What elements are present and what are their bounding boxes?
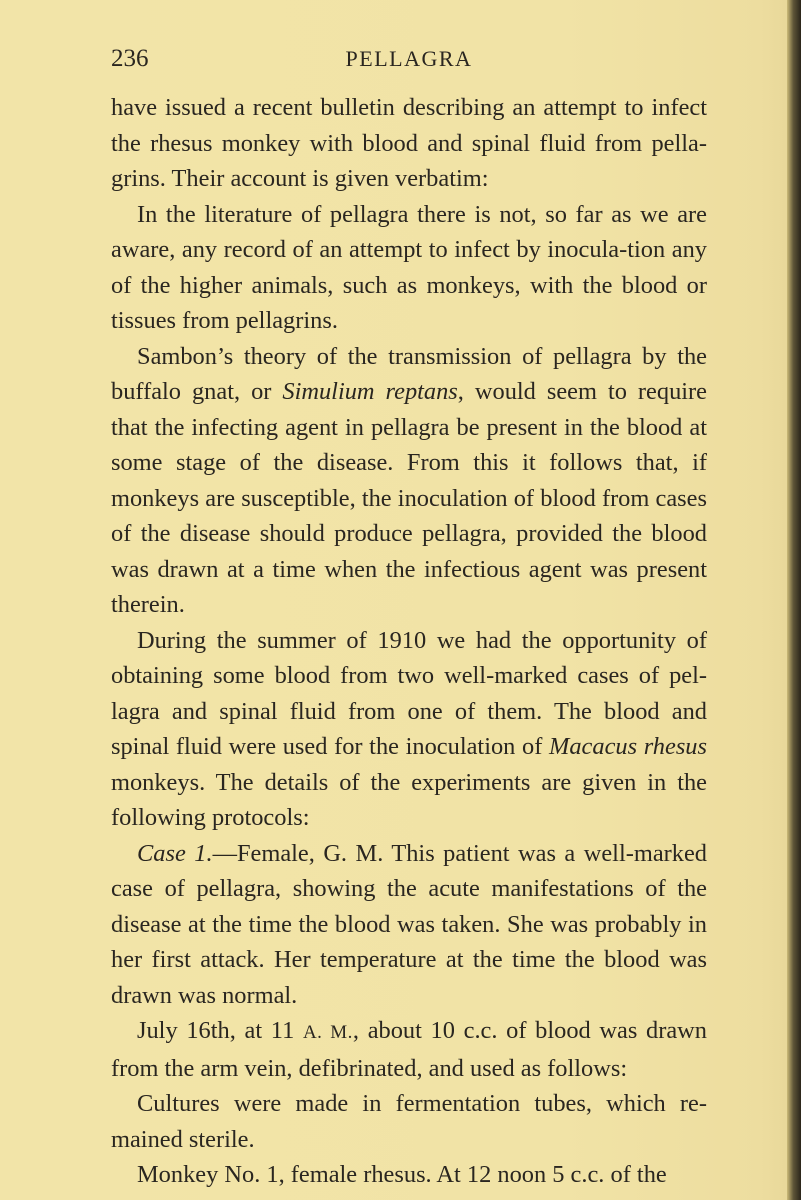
paragraph-1-text: have issued a recent bulletin describing an attempt to infect the rhesus monkey with blood and spinal fluid from pella-grins. Their account is given verbatim: <box>111 94 707 192</box>
paragraph-8 <box>111 1157 707 1193</box>
paragraph-7 <box>111 1086 707 1157</box>
paragraph-5-text: —Female, G. M. This patient was a well-marked case of pellagra, showing the acute manifestations of the disease at the time the blood was taken. She was probably in her first attack. Her temperature at the time the blood was drawn was normal. <box>111 839 707 1009</box>
paragraph-3-text-c: , would seem to require that the infecting agent in pellagra be present in the blood at some stage of the disease. From this it follows that, if monkeys are susceptible, the inoculation of blood from cases of the disease should produce pellagra, provided the blood was drawn at a time when the infectious agent was present therein. <box>111 378 707 618</box>
running-head: PELLAGRA <box>345 46 473 71</box>
paragraph-4-text-a: During the summer of 1910 we had the opportunity of obtaining some blood from two well-marked cases of pel-lagra and spinal fluid from one of them. The blood and spinal fluid were used for the inoculation of <box>111 626 707 760</box>
paragraph-5 <box>111 836 707 1014</box>
species-name-simulium: Simulium reptans <box>282 378 458 405</box>
paragraph-4 <box>111 623 707 836</box>
time-marker: A. M. <box>302 1022 353 1043</box>
paragraph-8-text: Monkey No. 1, female rhesus. At 12 noon 5 c.c. of the <box>137 1161 667 1188</box>
paragraph-6-text-c: , about 10 c.c. of blood was drawn from the arm vein, defibrinated, and used as follows: <box>111 1017 707 1082</box>
paragraph-7-text: Cultures were made in fermentation tubes, which re-mained sterile. <box>111 1090 707 1153</box>
paragraph-2 <box>111 197 707 339</box>
page-header <box>111 44 707 74</box>
paragraph-2-text: In the literature of pellagra there is not, so far as we are aware, any record of an attempt to infect by inocula-tion any of the higher animals, such as monkeys, with the blood or tissues from pellagrins. <box>111 200 707 334</box>
paragraph-6 <box>111 1013 707 1086</box>
paragraph-6-text-a: July 16th, at 11 <box>137 1017 303 1044</box>
paragraph-1 <box>111 90 707 197</box>
case-heading: Case 1. <box>137 839 213 867</box>
page-number: 236 <box>111 45 149 72</box>
species-name-macacus: Macacus rhesus <box>549 733 707 760</box>
paragraph-3-text-a: Sambon’s theory of the transmission of pellagra by the buffalo gnat, or <box>111 342 707 405</box>
page-edge-shadow <box>787 0 801 1200</box>
paragraph-4-text-c: monkeys. The details of the experiments are given in the following protocols: <box>111 768 707 831</box>
paragraph-3 <box>111 339 707 623</box>
body-text <box>111 90 707 1193</box>
